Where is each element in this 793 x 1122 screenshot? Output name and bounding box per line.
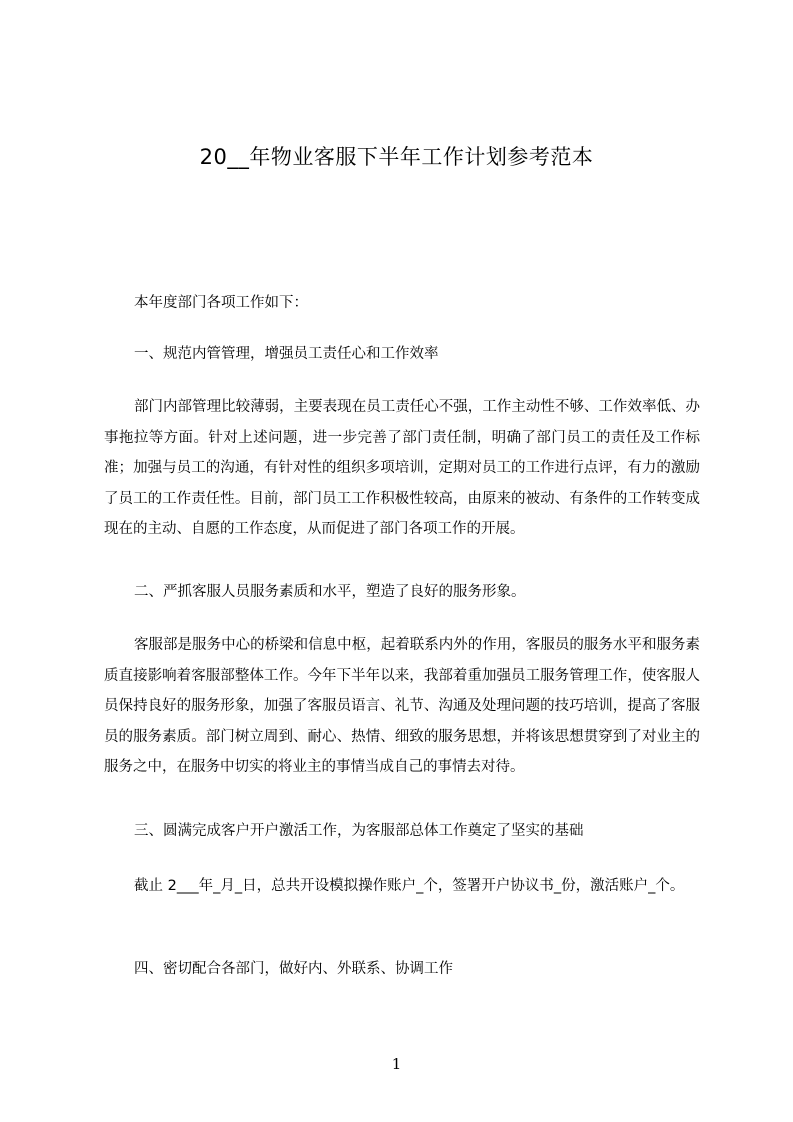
section-3-paragraph: 截止 2___年_月_日，总共开设模拟操作账户_个，签署开户协议书_份，激活账户_个。 — [134, 878, 685, 894]
section-2-heading: 二、严抓客服人员服务素质和水平，塑造了良好的服务形象。 — [134, 584, 526, 600]
page-number: 1 — [391, 1055, 402, 1073]
section-4-heading: 四、密切配合各部门，做好内、外联系、协调工作 — [134, 961, 453, 977]
section-1-paragraph: 部门内部管理比较薄弱，主要表现在员工责任心不强，工作主动性不够、工作效率低、办事拖拉等方面。针对上述问题，进一步完善了部门责任制，明确了部门员工的责任及工作标准；加强与员工的沟通，有针对性的组织多项培训，定期对员工的工作进行点评，有力的激励了员工的工作责任性。目前，部门员工工作积极性较高，由原来的被动、有条件的工作转变成现在的主动、自愿的工作态度，从而促进了部门各项工作的开展。 — [104, 399, 700, 537]
section-3-heading: 三、圆满完成客户开户激活工作，为客服部总体工作奠定了坚实的基础 — [134, 823, 584, 839]
intro-line: 本年度部门各项工作如下： — [134, 295, 308, 311]
section-2-paragraph: 客服部是服务中心的桥梁和信息中枢，起着联系内外的作用，客服员的服务水平和服务素质直接影响着客服部整体工作。今年下半年以来，我部着重加强员工服务管理工作，使客服人员保持良好的服务形象，加强了客服员语言、礼节、沟通及处理问题的技巧培训，提高了客服员的服务素质。部门树立周到、耐心、热情、细致的服务思想，并将该思想贯穿到了对业主的服务之中，在服务中切实的将业主的事情当成自己的事情去对待。 — [104, 637, 700, 775]
section-1-heading: 一、规范内管管理，增强员工责任心和工作效率 — [134, 346, 439, 362]
document-title: 20__年物业客服下半年工作计划参考范本 — [199, 145, 594, 169]
